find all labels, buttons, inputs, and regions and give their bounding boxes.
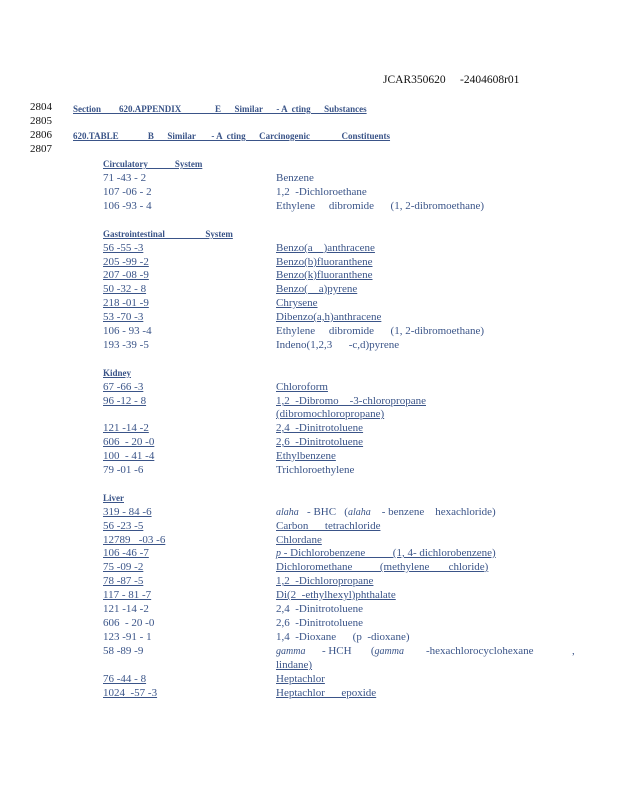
group-title-gastrointestinal: Gastrointestinal System [103,229,233,239]
line-number: 2806 [30,129,52,141]
substance-name: Chrysene [276,297,318,309]
cas-number: 67 -66 -3 [103,381,144,393]
substance-name: 1,2 -Dibromo -3-chloropropane [276,395,426,407]
substance-name: 1,2 -Dichloroethane [276,186,367,198]
section-heading: Section 620.APPENDIX E Similar - A cting Substances [73,104,367,114]
cas-number: 53 -70 -3 [103,311,144,323]
cas-number: 207 -08 -9 [103,269,149,281]
cas-number: 96 -12 - 8 [103,395,147,407]
cas-number: 1024 -57 -3 [103,687,158,699]
substance-name: 2,6 -Dinitrotoluene [276,436,364,448]
cas-number: 606 - 20 -0 [103,436,155,448]
substance-name: Benzo(a )anthracene [276,242,375,254]
cas-number: 58 -89 -9 [103,645,144,657]
substance-name: 1,2 -Dichloropropane [276,575,374,587]
substance-name: Dichloromethane (methylene chloride) [276,561,489,573]
substance-name: Benzo( a)pyrene [276,283,358,295]
group-title-circulatory: Circulatory System [103,159,203,169]
cas-number: 100 - 41 -4 [103,450,155,462]
cas-number: 106 -93 - 4 [103,200,152,212]
substance-name: 2,4 -Dinitrotoluene [276,603,364,615]
substance-name: lindane) [276,659,313,671]
substance-name: Heptachlor epoxide [276,687,377,699]
cas-number: 218 -01 -9 [103,297,149,309]
cas-number: 121 -14 -2 [103,603,149,615]
line-number: 2807 [30,143,52,155]
cas-number: 75 -09 -2 [103,561,144,573]
group-title-kidney: Kidney [103,368,132,378]
substance-name: Ethylbenzene [276,450,336,462]
substance-name: Di(2 -ethylhexyl)phthalate [276,589,396,601]
cas-number: 79 -01 -6 [103,464,144,476]
substance-name: Heptachlor [276,673,325,685]
substance-name: Chloroform [276,381,328,393]
cas-number: 123 -91 - 1 [103,631,152,643]
substance-name: Benzo(k)fluoranthene [276,269,373,281]
cas-number: 71 -43 - 2 [103,172,147,184]
cas-number: 107 -06 - 2 [103,186,152,198]
substance-name: Ethylene dibromide (1, 2-dibromoethane) [276,200,485,212]
cas-number: 319 - 84 -6 [103,506,152,518]
table-heading: 620.TABLE B Similar - A cting Carcinogenic Constituents [73,131,391,141]
cas-number: 117 - 81 -7 [103,589,152,601]
substance-name: 1,4 -Dioxane (p -dioxane) [276,631,410,643]
substance-name: alaha - BHC (alaha - benzene hexachloride) [276,506,496,518]
cas-number: 12789 -03 -6 [103,534,166,546]
substance-name: Dibenzo(a,h)anthracene [276,311,382,323]
substance-name: Carbon tetrachloride [276,520,381,532]
cas-number: 606 - 20 -0 [103,617,155,629]
substance-name: (dibromochloropropane) [276,408,385,420]
cas-number: 56 -23 -5 [103,520,144,532]
substance-name: Benzene [276,172,314,184]
group-title-liver: Liver [103,493,124,503]
cas-number: 76 -44 - 8 [103,673,147,685]
substance-name: Chlordane [276,534,322,546]
substance-name: Benzo(b)fluoranthene [276,256,373,268]
substance-name: gamma - HCH (gamma -hexachlorocyclohexane , [276,645,575,657]
cas-number: 50 -32 - 8 [103,283,147,295]
substance-name: 2,4 -Dinitrotoluene [276,422,364,434]
substance-name: 2,6 -Dinitrotoluene [276,617,364,629]
cas-number: 106 -46 -7 [103,547,149,559]
cas-number: 78 -87 -5 [103,575,144,587]
line-number: 2805 [30,115,52,127]
cas-number: 56 -55 -3 [103,242,144,254]
line-number: 2804 [30,101,52,113]
document-id: JCAR350620 -2404608r01 [383,74,520,86]
cas-number: 193 -39 -5 [103,339,149,351]
substance-name: p - Dichlorobenzene (1, 4- dichlorobenzene) [276,547,496,559]
cas-number: 121 -14 -2 [103,422,149,434]
cas-number: 205 -99 -2 [103,256,149,268]
cas-number: 106 - 93 -4 [103,325,152,337]
substance-name: Indeno(1,2,3 -c,d)pyrene [276,339,400,351]
substance-name: Ethylene dibromide (1, 2-dibromoethane) [276,325,485,337]
substance-name: Trichloroethylene [276,464,355,476]
